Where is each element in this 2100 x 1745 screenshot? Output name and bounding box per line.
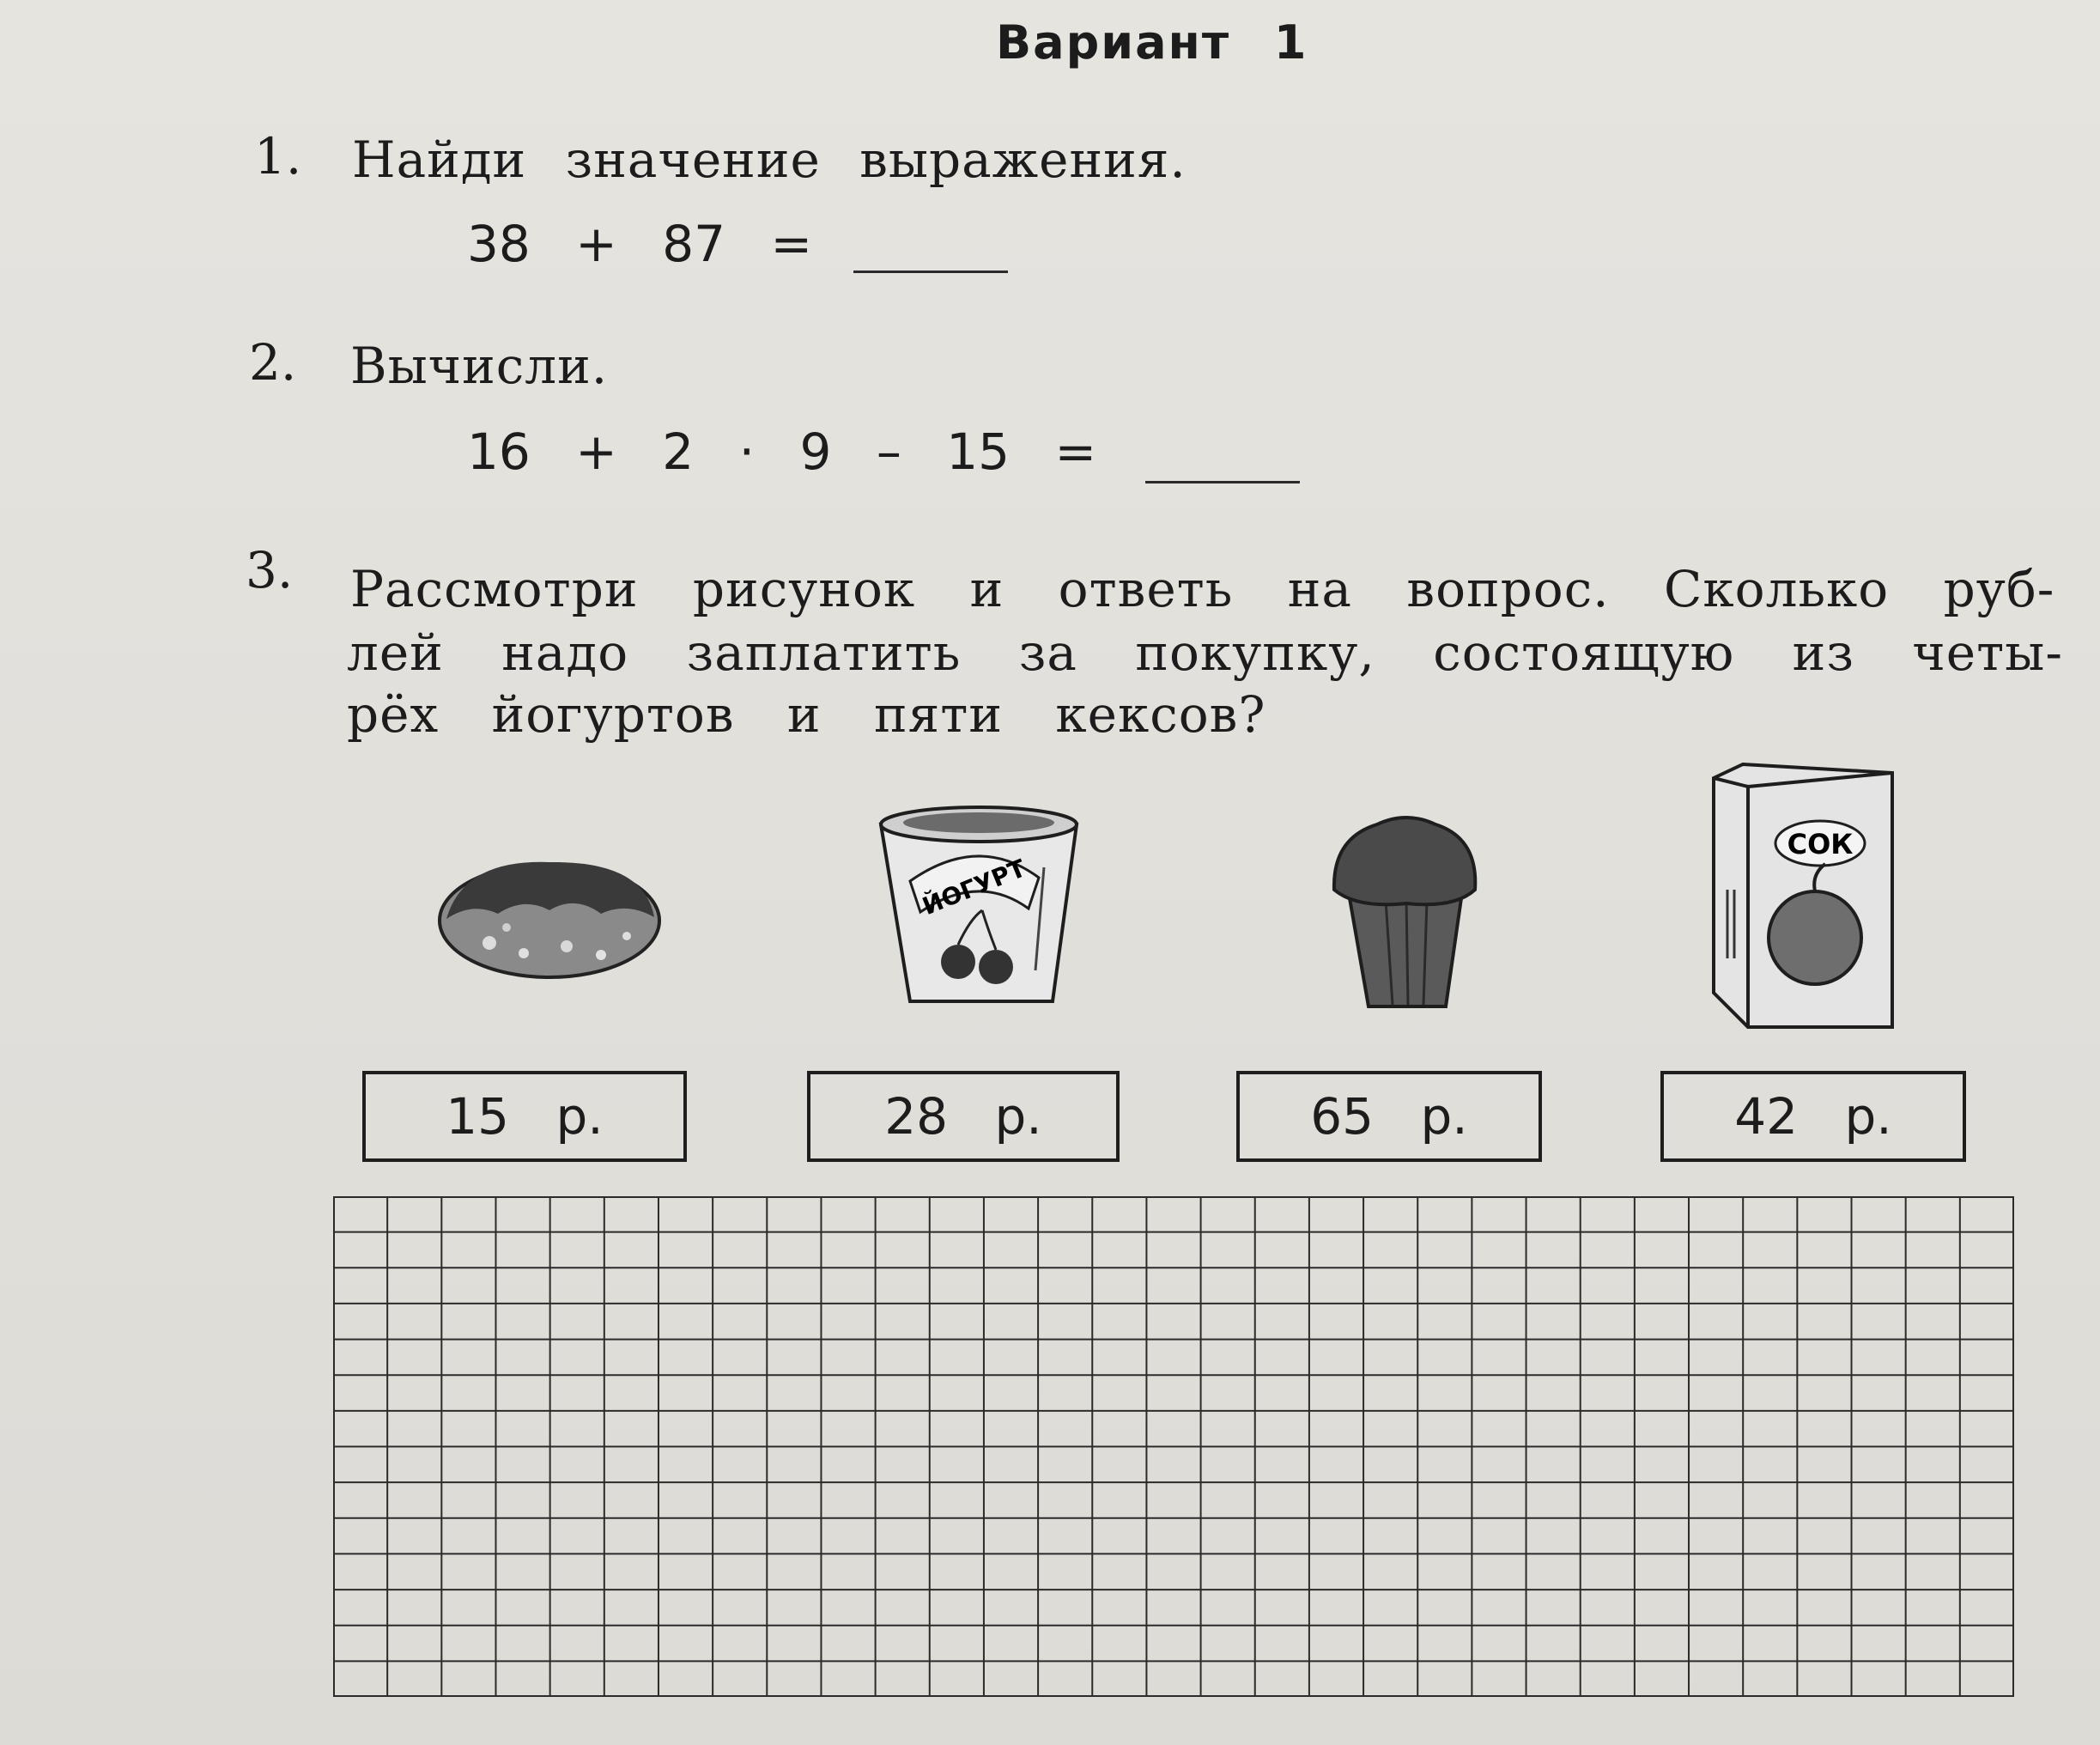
juice-box-illustration (1709, 761, 1899, 1036)
task-1-number: 1. (254, 127, 302, 185)
task-2-text: Вычисли. (350, 337, 609, 395)
task-2-answer-blank[interactable] (1145, 481, 1300, 483)
task-3-number: 3. (246, 541, 294, 599)
price-box-muffin: 65 р. (1236, 1071, 1542, 1162)
task-2-expression: 16 + 2 · 9 – 15 = (467, 423, 1097, 481)
variant-title: Вариант 1 (996, 15, 1308, 70)
task-3-line-2: лей надо заплатить за покупку, состоящую из четы- (347, 623, 2063, 682)
juice-label: СОК (1787, 828, 1854, 860)
cookie-illustration (429, 842, 670, 988)
task-1-answer-blank[interactable] (853, 271, 1008, 273)
price-box-juice: 42 р. (1660, 1071, 1966, 1162)
muffin-illustration (1317, 804, 1489, 1018)
task-1-expression: 38 + 87 = (467, 215, 813, 273)
price-box-yogurt: 28 р. (807, 1071, 1120, 1162)
task-3-line-1: Рассмотри рисунок и ответь на вопрос. Сколько руб- (350, 560, 2055, 618)
answer-grid[interactable] (333, 1196, 2014, 1697)
task-1-text: Найди значение выражения. (352, 131, 1187, 189)
price-box-cookie: 15 р. (362, 1071, 687, 1162)
yogurt-label: ЙОГУРТ (918, 854, 1030, 921)
yogurt-illustration (876, 799, 1082, 1013)
task-3-line-3: рёх йогуртов и пяти кексов? (347, 685, 1266, 744)
task-2-number: 2. (249, 333, 297, 392)
